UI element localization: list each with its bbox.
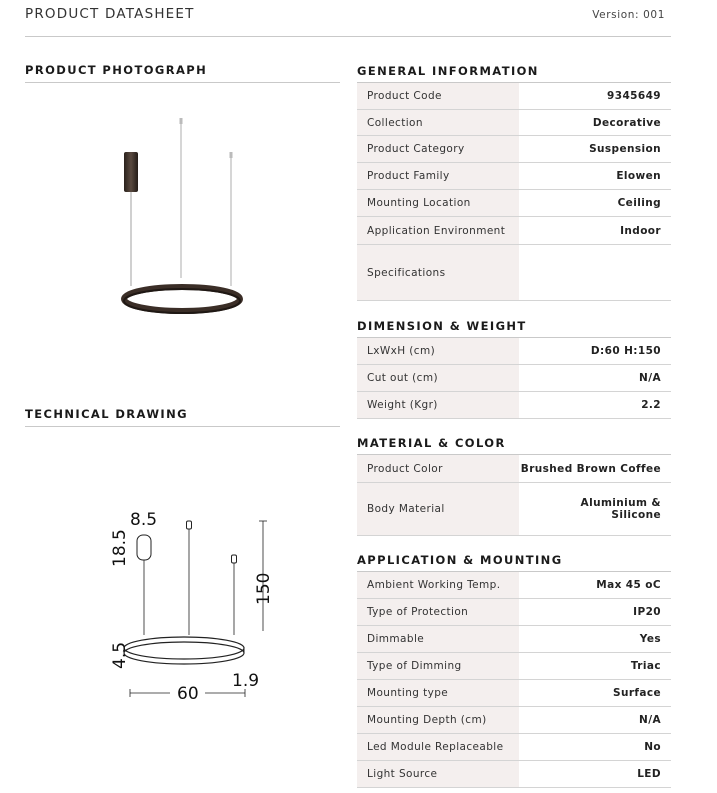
dim-ring-height: 4.5 — [110, 641, 130, 669]
table-row — [357, 365, 671, 392]
general-table — [357, 82, 671, 301]
datasheet-header — [25, 0, 671, 37]
row-label: Mounting Depth (cm) — [357, 707, 519, 733]
table-row — [357, 707, 671, 734]
wire-clip — [232, 555, 237, 563]
row-value: Triac — [630, 660, 661, 672]
table-row — [357, 734, 671, 761]
table-row — [357, 83, 671, 110]
table-row — [357, 599, 671, 626]
led-ring — [124, 287, 240, 311]
row-value: N/A — [639, 372, 661, 384]
row-label: Mounting Location — [357, 190, 519, 216]
wire-clip — [180, 118, 183, 124]
row-value: N/A — [639, 714, 661, 726]
row-value: Yes — [639, 633, 661, 645]
row-label: Dimmable — [357, 626, 519, 652]
row-value: 2.2 — [641, 399, 661, 411]
row-value: LED — [637, 768, 661, 780]
canopy-body — [124, 152, 138, 192]
row-label: Body Material — [357, 483, 519, 535]
row-label: Collection — [357, 110, 519, 135]
row-label: Type of Protection — [357, 599, 519, 625]
row-value: Decorative — [592, 116, 661, 129]
drawing-section-title: TECHNICAL DRAWING — [25, 407, 340, 427]
row-value: 9345649 — [607, 90, 661, 102]
row-label: Type of Dimming — [357, 653, 519, 679]
row-label: LxWxH (cm) — [357, 338, 519, 364]
dim-canopy-height: 18.5 — [110, 529, 130, 567]
wire-clip — [187, 521, 192, 529]
row-value — [519, 245, 671, 300]
page-title: PRODUCT DATASHEET — [25, 6, 195, 22]
table-row — [357, 190, 671, 217]
material-section-title: MATERIAL & COLOR — [357, 436, 506, 450]
dim-ring-thickness: 1.9 — [232, 671, 260, 691]
row-label: Led Module Replaceable — [357, 734, 519, 760]
dimension-section-title: DIMENSION & WEIGHT — [357, 319, 527, 333]
row-value: IP20 — [633, 606, 661, 618]
row-label: Weight (Kgr) — [357, 392, 519, 418]
version-info — [588, 9, 665, 21]
dimension-table — [357, 337, 671, 419]
row-value: Aluminium & Silicone — [580, 497, 661, 521]
row-label: Cut out (cm) — [357, 365, 519, 391]
row-label: Product Code — [357, 83, 519, 109]
version-label: Version: — [592, 9, 640, 21]
row-label: Light Source — [357, 761, 519, 787]
row-label: Product Color — [357, 455, 519, 482]
dim-total-height: 150 — [254, 572, 274, 605]
general-section-title: GENERAL INFORMATION — [357, 64, 539, 78]
table-row — [357, 653, 671, 680]
row-label: Specifications — [357, 245, 519, 300]
version-value: 001 — [643, 9, 665, 21]
table-row — [357, 626, 671, 653]
canopy-outline — [137, 535, 151, 560]
table-row — [357, 110, 671, 136]
table-row — [357, 392, 671, 419]
row-value: D:60 H:150 — [590, 345, 661, 357]
table-row — [357, 680, 671, 707]
table-row — [357, 761, 671, 788]
material-table — [357, 454, 671, 536]
row-label: Application Environment — [357, 217, 519, 244]
row-value: No — [644, 741, 661, 753]
row-value: Brushed Brown Coffee — [520, 462, 661, 475]
row-label: Product Family — [357, 163, 519, 189]
table-row — [357, 163, 671, 190]
row-label: Product Category — [357, 136, 519, 162]
application-table — [357, 571, 671, 788]
row-value: Surface — [612, 687, 661, 699]
row-value: Indoor — [620, 224, 661, 237]
row-label: Ambient Working Temp. — [357, 572, 519, 598]
table-row — [357, 455, 671, 483]
table-row — [357, 217, 671, 245]
dim-diameter: 60 — [177, 684, 199, 704]
table-row — [357, 338, 671, 365]
ring-outline — [124, 637, 244, 659]
table-row — [357, 483, 671, 536]
row-value: Ceiling — [617, 197, 661, 209]
row-value: Elowen — [616, 170, 661, 182]
table-row — [357, 245, 671, 301]
row-label: Mounting type — [357, 680, 519, 706]
photo-section-title: PRODUCT PHOTOGRAPH — [25, 63, 340, 83]
product-photograph — [100, 110, 270, 330]
row-value: Max 45 oC — [596, 579, 661, 591]
technical-drawing — [100, 505, 290, 715]
table-row — [357, 572, 671, 599]
row-value: Suspension — [589, 143, 661, 155]
application-section-title: APPLICATION & MOUNTING — [357, 553, 563, 567]
dim-canopy-width: 8.5 — [130, 510, 158, 530]
wire-clip — [230, 152, 233, 158]
table-row — [357, 136, 671, 163]
